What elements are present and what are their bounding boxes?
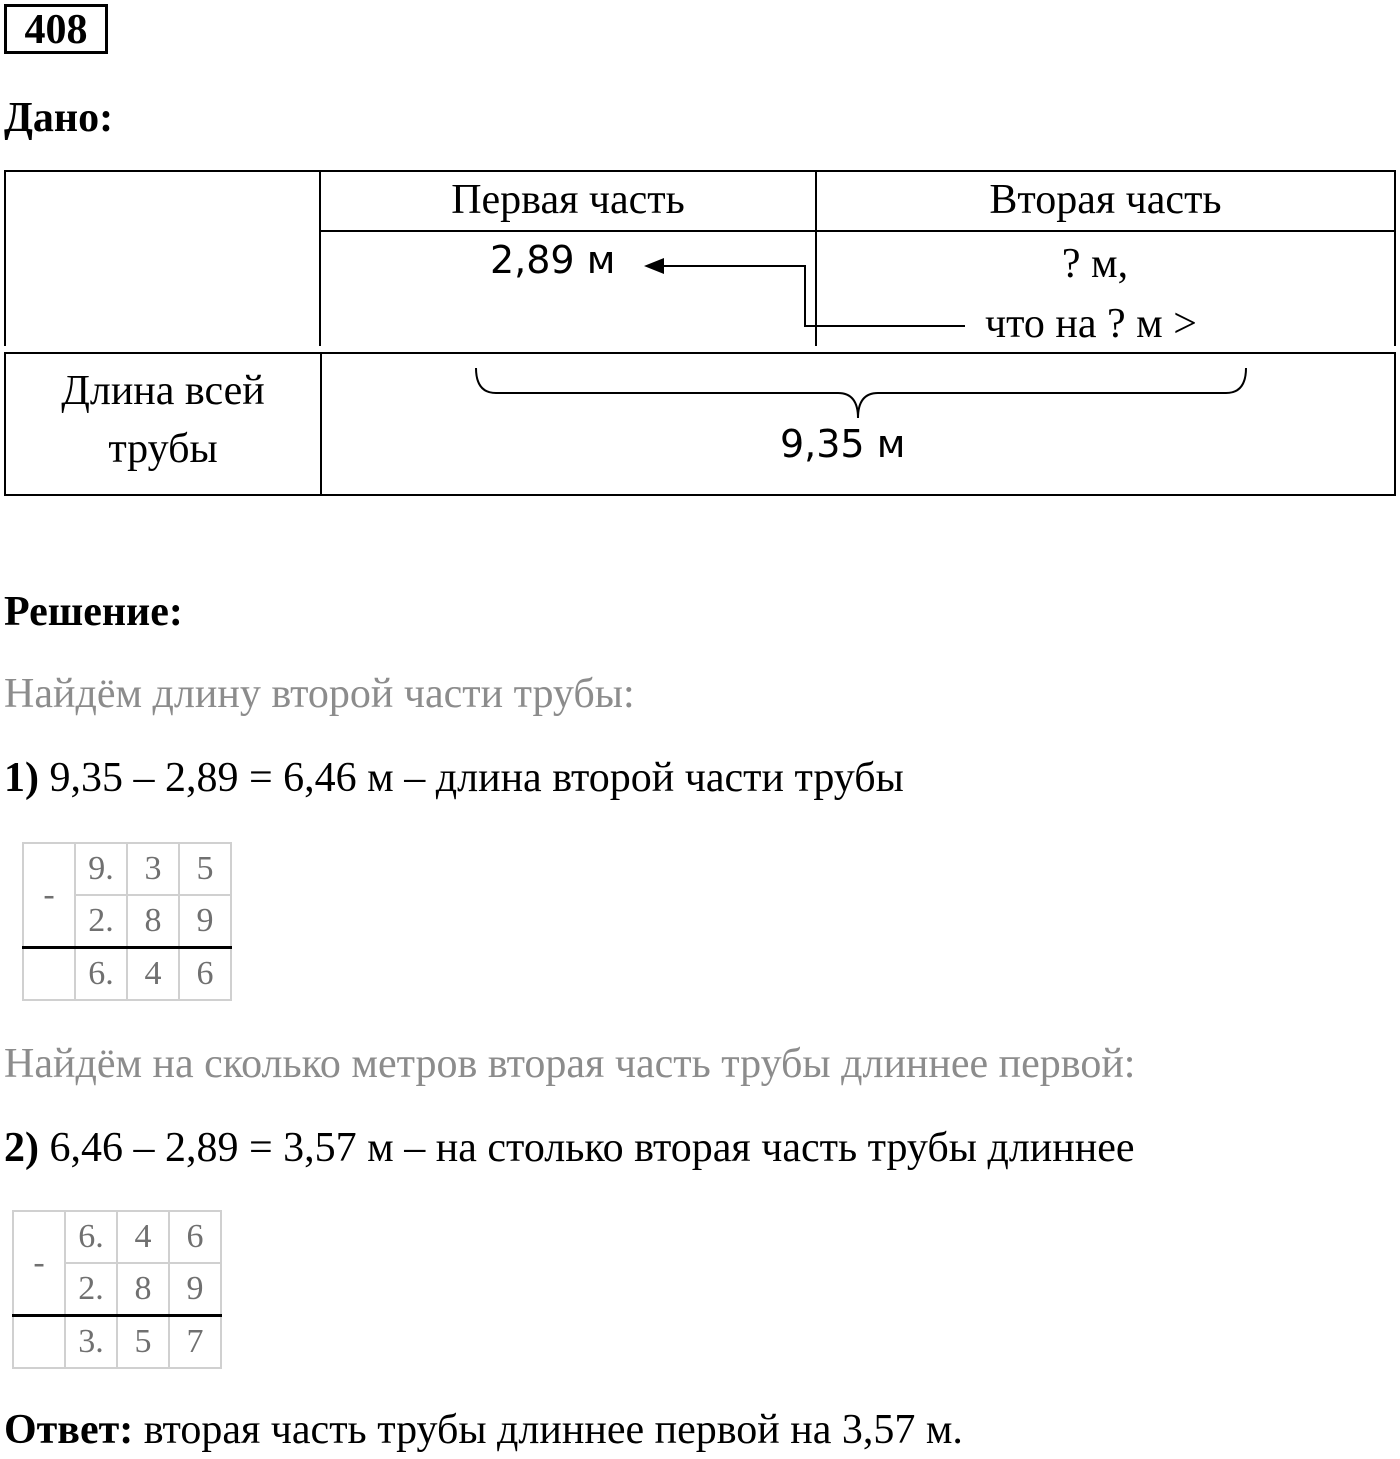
minus-sign: - — [13, 1211, 65, 1316]
step2-line — [4, 1124, 1135, 1172]
step2-subtraction-grid — [12, 1210, 222, 1369]
step1-line — [4, 754, 904, 802]
total-length-value: 9,35 м — [780, 422, 906, 466]
minus-sign: - — [23, 843, 75, 948]
grid-cell-empty — [13, 1316, 65, 1369]
grid-cell: 3. — [65, 1316, 117, 1369]
grid-cell: 3 — [127, 843, 179, 895]
grid-cell: 6. — [75, 948, 127, 1001]
comparison-arrow — [660, 266, 965, 326]
row-label — [6, 362, 320, 478]
second-part-condition: что на ? м > — [985, 301, 1197, 347]
grid-cell: 6 — [169, 1211, 221, 1263]
step1-number: 1) — [4, 755, 39, 801]
given-heading: Дано: — [4, 95, 114, 141]
row-label-line1: Длина всей — [61, 368, 265, 414]
grid-cell: 5 — [179, 843, 231, 895]
row-label-line2: трубы — [108, 426, 218, 472]
grid-cell: 7 — [169, 1316, 221, 1369]
grid-cell: 4 — [117, 1211, 169, 1263]
col-header-first-part: Первая часть — [451, 177, 685, 223]
step1-intro: Найдём длину второй части трубы: — [4, 671, 635, 717]
answer-label: Ответ: — [4, 1407, 134, 1453]
grid-cell: 5 — [117, 1316, 169, 1369]
arrow-head — [644, 258, 664, 274]
grid-cell: 9 — [169, 1263, 221, 1316]
grid-cell: 8 — [127, 895, 179, 948]
problem-number: 408 — [4, 4, 108, 54]
answer-text: вторая часть трубы длиннее первой на 3,57 м. — [143, 1407, 963, 1453]
answer-line — [4, 1406, 963, 1454]
grid-cell: 6. — [65, 1211, 117, 1263]
grid-cell: 2. — [65, 1263, 117, 1316]
grid-cell: 8 — [117, 1263, 169, 1316]
step2-text: 6,46 – 2,89 = 3,57 м – на столько вторая часть трубы длиннее — [49, 1125, 1135, 1171]
grid-cell: 6 — [179, 948, 231, 1001]
grid-cell: 2. — [75, 895, 127, 948]
col-header-second-part: Вторая часть — [989, 177, 1222, 223]
grid-cell: 9 — [179, 895, 231, 948]
step1-subtraction-grid — [22, 842, 232, 1001]
step2-intro: Найдём на сколько метров вторая часть трубы длиннее первой: — [4, 1041, 1136, 1087]
grid-cell: 9. — [75, 843, 127, 895]
first-part-value: 2,89 м — [490, 238, 616, 282]
step2-number: 2) — [4, 1125, 39, 1171]
step1-text: 9,35 – 2,89 = 6,46 м – длина второй части трубы — [49, 755, 904, 801]
grid-cell-empty — [23, 948, 75, 1001]
second-part-value: ? м, — [1061, 241, 1129, 287]
solution-heading: Решение: — [4, 589, 183, 635]
total-brace — [476, 368, 1246, 418]
grid-cell: 4 — [127, 948, 179, 1001]
